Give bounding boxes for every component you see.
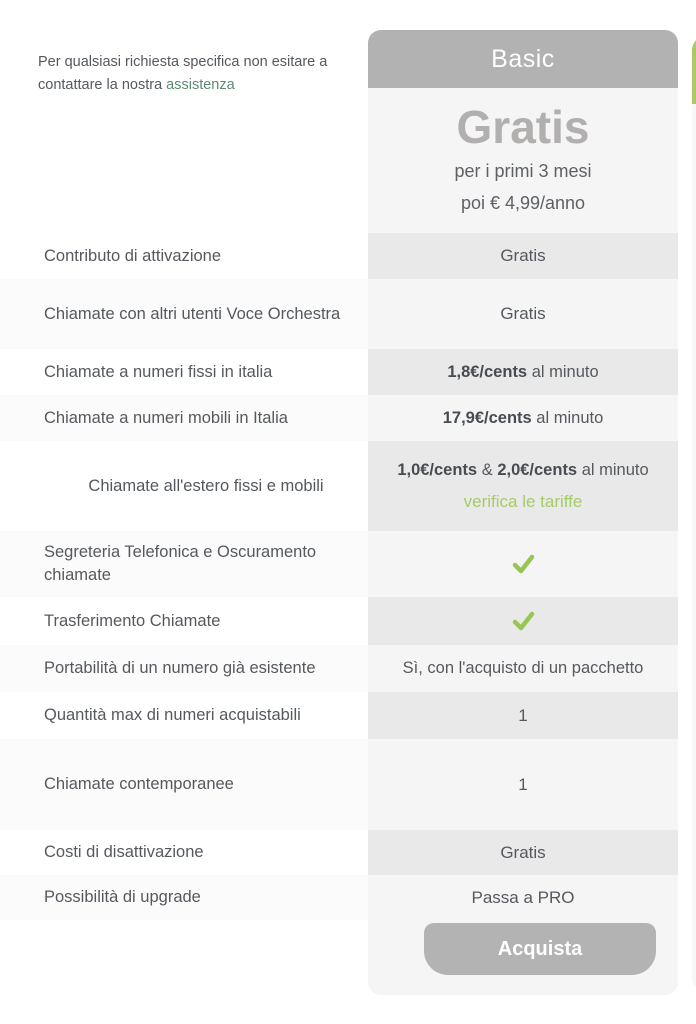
feature-label-row [0, 830, 368, 875]
feature-value-row [368, 597, 678, 645]
plan-price-sub1: per i primi 3 mesi [454, 161, 592, 181]
assistenza-link[interactable]: assistenza [166, 76, 235, 93]
feature-label-row [0, 531, 368, 597]
feature-label: Quantità max di numeri acquistabili [44, 706, 301, 724]
plan-button-area [368, 923, 678, 995]
feature-value: 1 [518, 774, 528, 794]
feature-label-row [0, 279, 368, 349]
plan-card-basic [368, 30, 678, 995]
feature-label: Chiamate a numeri mobili in Italia [44, 408, 288, 427]
feature-value-row [368, 349, 678, 395]
feature-label: Portabilità di un numero già esistente [44, 659, 316, 677]
feature-label-row [0, 645, 368, 692]
verifica-tariffe-link[interactable]: verifica le tariffe [463, 491, 583, 511]
plan-card-next-partial [692, 36, 696, 992]
feature-value-row [368, 645, 678, 692]
feature-value-row [368, 692, 678, 739]
feature-label: Costi di disattivazione [44, 843, 204, 861]
feature-label: Chiamate con altri utenti Voce Orchestra [44, 304, 341, 323]
feature-label-column [0, 233, 368, 920]
acquista-button[interactable]: Acquista [424, 923, 656, 975]
feature-label: Chiamate a numeri fissi in italia [44, 362, 273, 381]
feature-label: Trasferimento Chiamate [44, 611, 221, 630]
feature-value: Passa a PRO [471, 887, 575, 907]
plan-price-sub2: poi € 4,99/anno [460, 193, 586, 213]
plan-header [692, 36, 696, 104]
feature-label: Contributo di attivazione [44, 246, 222, 265]
plan-header [368, 30, 678, 88]
feature-value-row [368, 233, 678, 279]
feature-value-row [368, 830, 678, 875]
intro-text-before: Per qualsiasi richiesta specifica non esitare a contattare la nostra [38, 53, 328, 93]
feature-label-row [0, 349, 368, 395]
feature-value: Gratis [500, 304, 546, 323]
plan-name: Basic [491, 44, 555, 73]
feature-value-row [368, 739, 678, 830]
feature-label: Chiamate all'estero fissi e mobili [88, 476, 324, 495]
plan-price-title: Gratis [456, 101, 590, 153]
check-icon [510, 552, 537, 576]
feature-label-row [0, 395, 368, 441]
feature-value: 1,8€/cents al minuto [447, 362, 599, 381]
feature-value: 17,9€/cents al minuto [442, 408, 604, 427]
feature-value-row [368, 441, 678, 531]
feature-label-row [0, 233, 368, 279]
feature-label-row [0, 441, 368, 531]
intro-text [38, 51, 330, 97]
feature-label: Possibilità di upgrade [44, 888, 201, 906]
feature-value: Gratis [500, 842, 546, 862]
feature-label-row [0, 597, 368, 645]
feature-label: Chiamate contemporanee [44, 775, 234, 793]
feature-value-row [368, 279, 678, 349]
feature-label-row [0, 692, 368, 739]
feature-value: Sì, con l'acquisto di un pacchetto [402, 659, 644, 677]
feature-value-row [368, 395, 678, 441]
feature-value-row [368, 531, 678, 597]
feature-value: Gratis [500, 246, 546, 265]
feature-value: 1 [518, 705, 528, 725]
check-icon [510, 609, 537, 633]
feature-label: Segreteria Telefonica e Oscuramento chiamate [44, 543, 317, 584]
plan-price-area [368, 88, 678, 233]
feature-label-row [0, 739, 368, 830]
feature-value-row [368, 875, 678, 920]
feature-value: 1,0€/cents & 2,0€/cents al minuto [397, 460, 649, 479]
feature-label-row [0, 875, 368, 920]
